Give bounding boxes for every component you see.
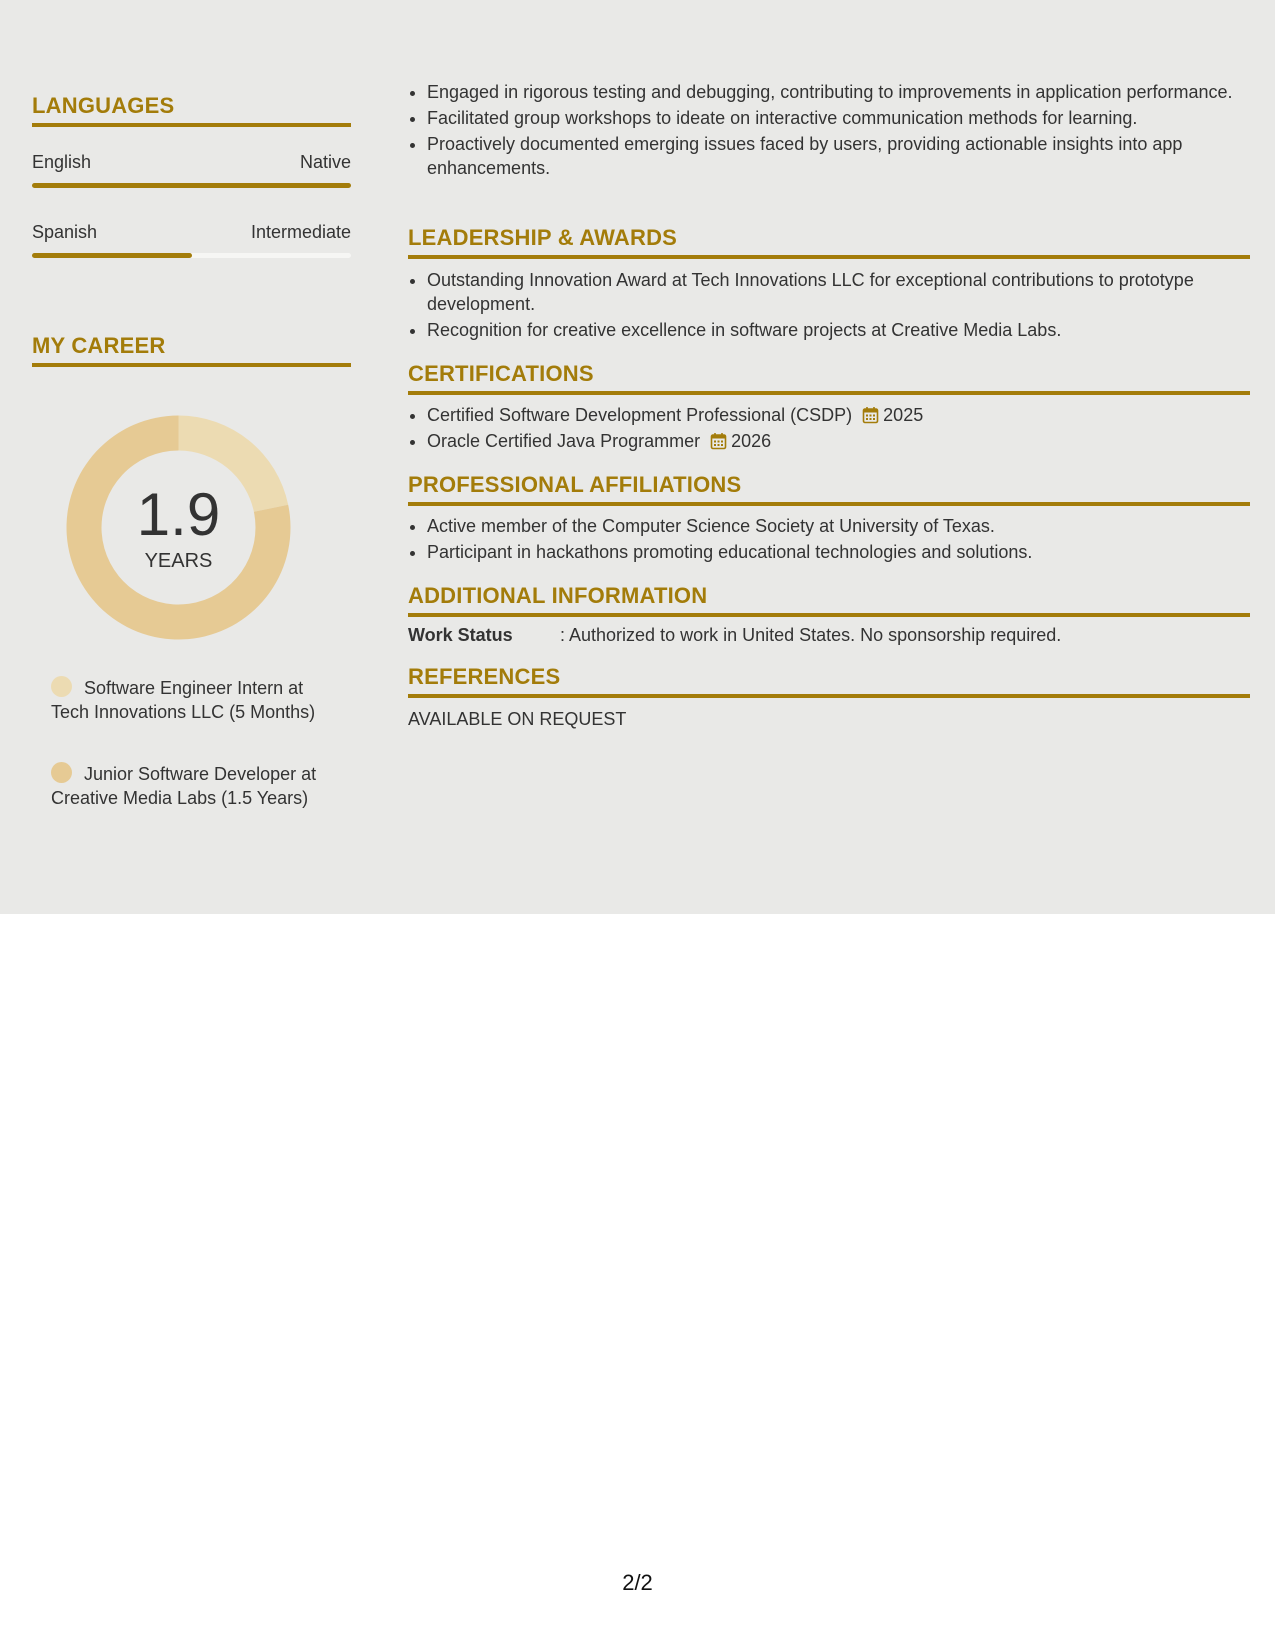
page-number: 2/2 [622,1570,653,1595]
references-heading: REFERENCES [408,664,1250,698]
career-total-years: 1.9 [136,481,221,548]
work-status-label: Work Status [408,625,513,645]
language-english [32,152,351,188]
legend-label: Software Engineer Intern at Tech Innovations LLC (5 Months) [51,678,316,722]
list-item: • Engaged in rigorous testing and debugging, contributing to improvements in application performance. [427,80,1269,104]
list-item: • Recognition for creative excellence in software projects at Creative Media Labs. [427,318,1269,342]
language-proficiency-fill [32,253,192,258]
language-name: Spanish [32,222,98,242]
affiliations-list [408,514,1269,566]
list-item [427,403,1269,427]
language-spanish [32,222,351,258]
experience-bullets [408,80,1269,182]
certifications-heading: CERTIFICATIONS [408,361,1250,395]
certification-name: Certified Software Development Professional (CSDP) [427,405,853,425]
list-item: • Participant in hackathons promoting educational technologies and solutions. [427,540,1269,564]
additional-info-heading: ADDITIONAL INFORMATION [408,583,1250,617]
references-text: AVAILABLE ON REQUEST [408,709,627,729]
language-level: Intermediate [250,222,351,242]
languages-heading: LANGUAGES [32,93,351,127]
career-years-unit: YEARS [144,550,213,572]
leadership-list [408,268,1269,344]
legend-swatch [51,676,72,697]
list-item [427,429,1269,453]
career-legend-item [51,676,333,724]
work-status-row [408,625,1250,646]
career-legend-item [51,762,333,810]
calendar-icon [862,406,879,424]
language-name: English [32,152,92,172]
language-proficiency-fill [32,183,351,188]
certifications-list [408,403,1269,455]
career-heading: MY CAREER [32,333,351,367]
list-item: • Outstanding Innovation Award at Tech Innovations LLC for exceptional contributions to prototype development. [427,268,1269,316]
affiliations-heading: PROFESSIONAL AFFILIATIONS [408,472,1250,506]
leadership-heading: LEADERSHIP & AWARDS [408,225,1250,259]
legend-label: Junior Software Developer at Creative Media Labs (1.5 Years) [51,764,317,808]
list-item: • Proactively documented emerging issues faced by users, providing actionable insights into app enhancements. [427,132,1269,180]
legend-swatch [51,762,72,783]
list-item: • Active member of the Computer Science Society at University of Texas. [427,514,1269,538]
certification-name: Oracle Certified Java Programmer [427,431,701,451]
career-donut-chart [66,415,291,640]
calendar-icon [710,432,727,450]
list-item: • Facilitated group workshops to ideate on interactive communication methods for learning. [427,106,1269,130]
language-level: Native [299,152,351,172]
language-proficiency-bar [32,183,351,188]
certification-year: 2026 [731,431,772,451]
language-proficiency-bar [32,253,351,258]
work-status-value: : Authorized to work in United States. No sponsorship required. [560,625,1062,645]
certification-year: 2025 [883,405,924,425]
